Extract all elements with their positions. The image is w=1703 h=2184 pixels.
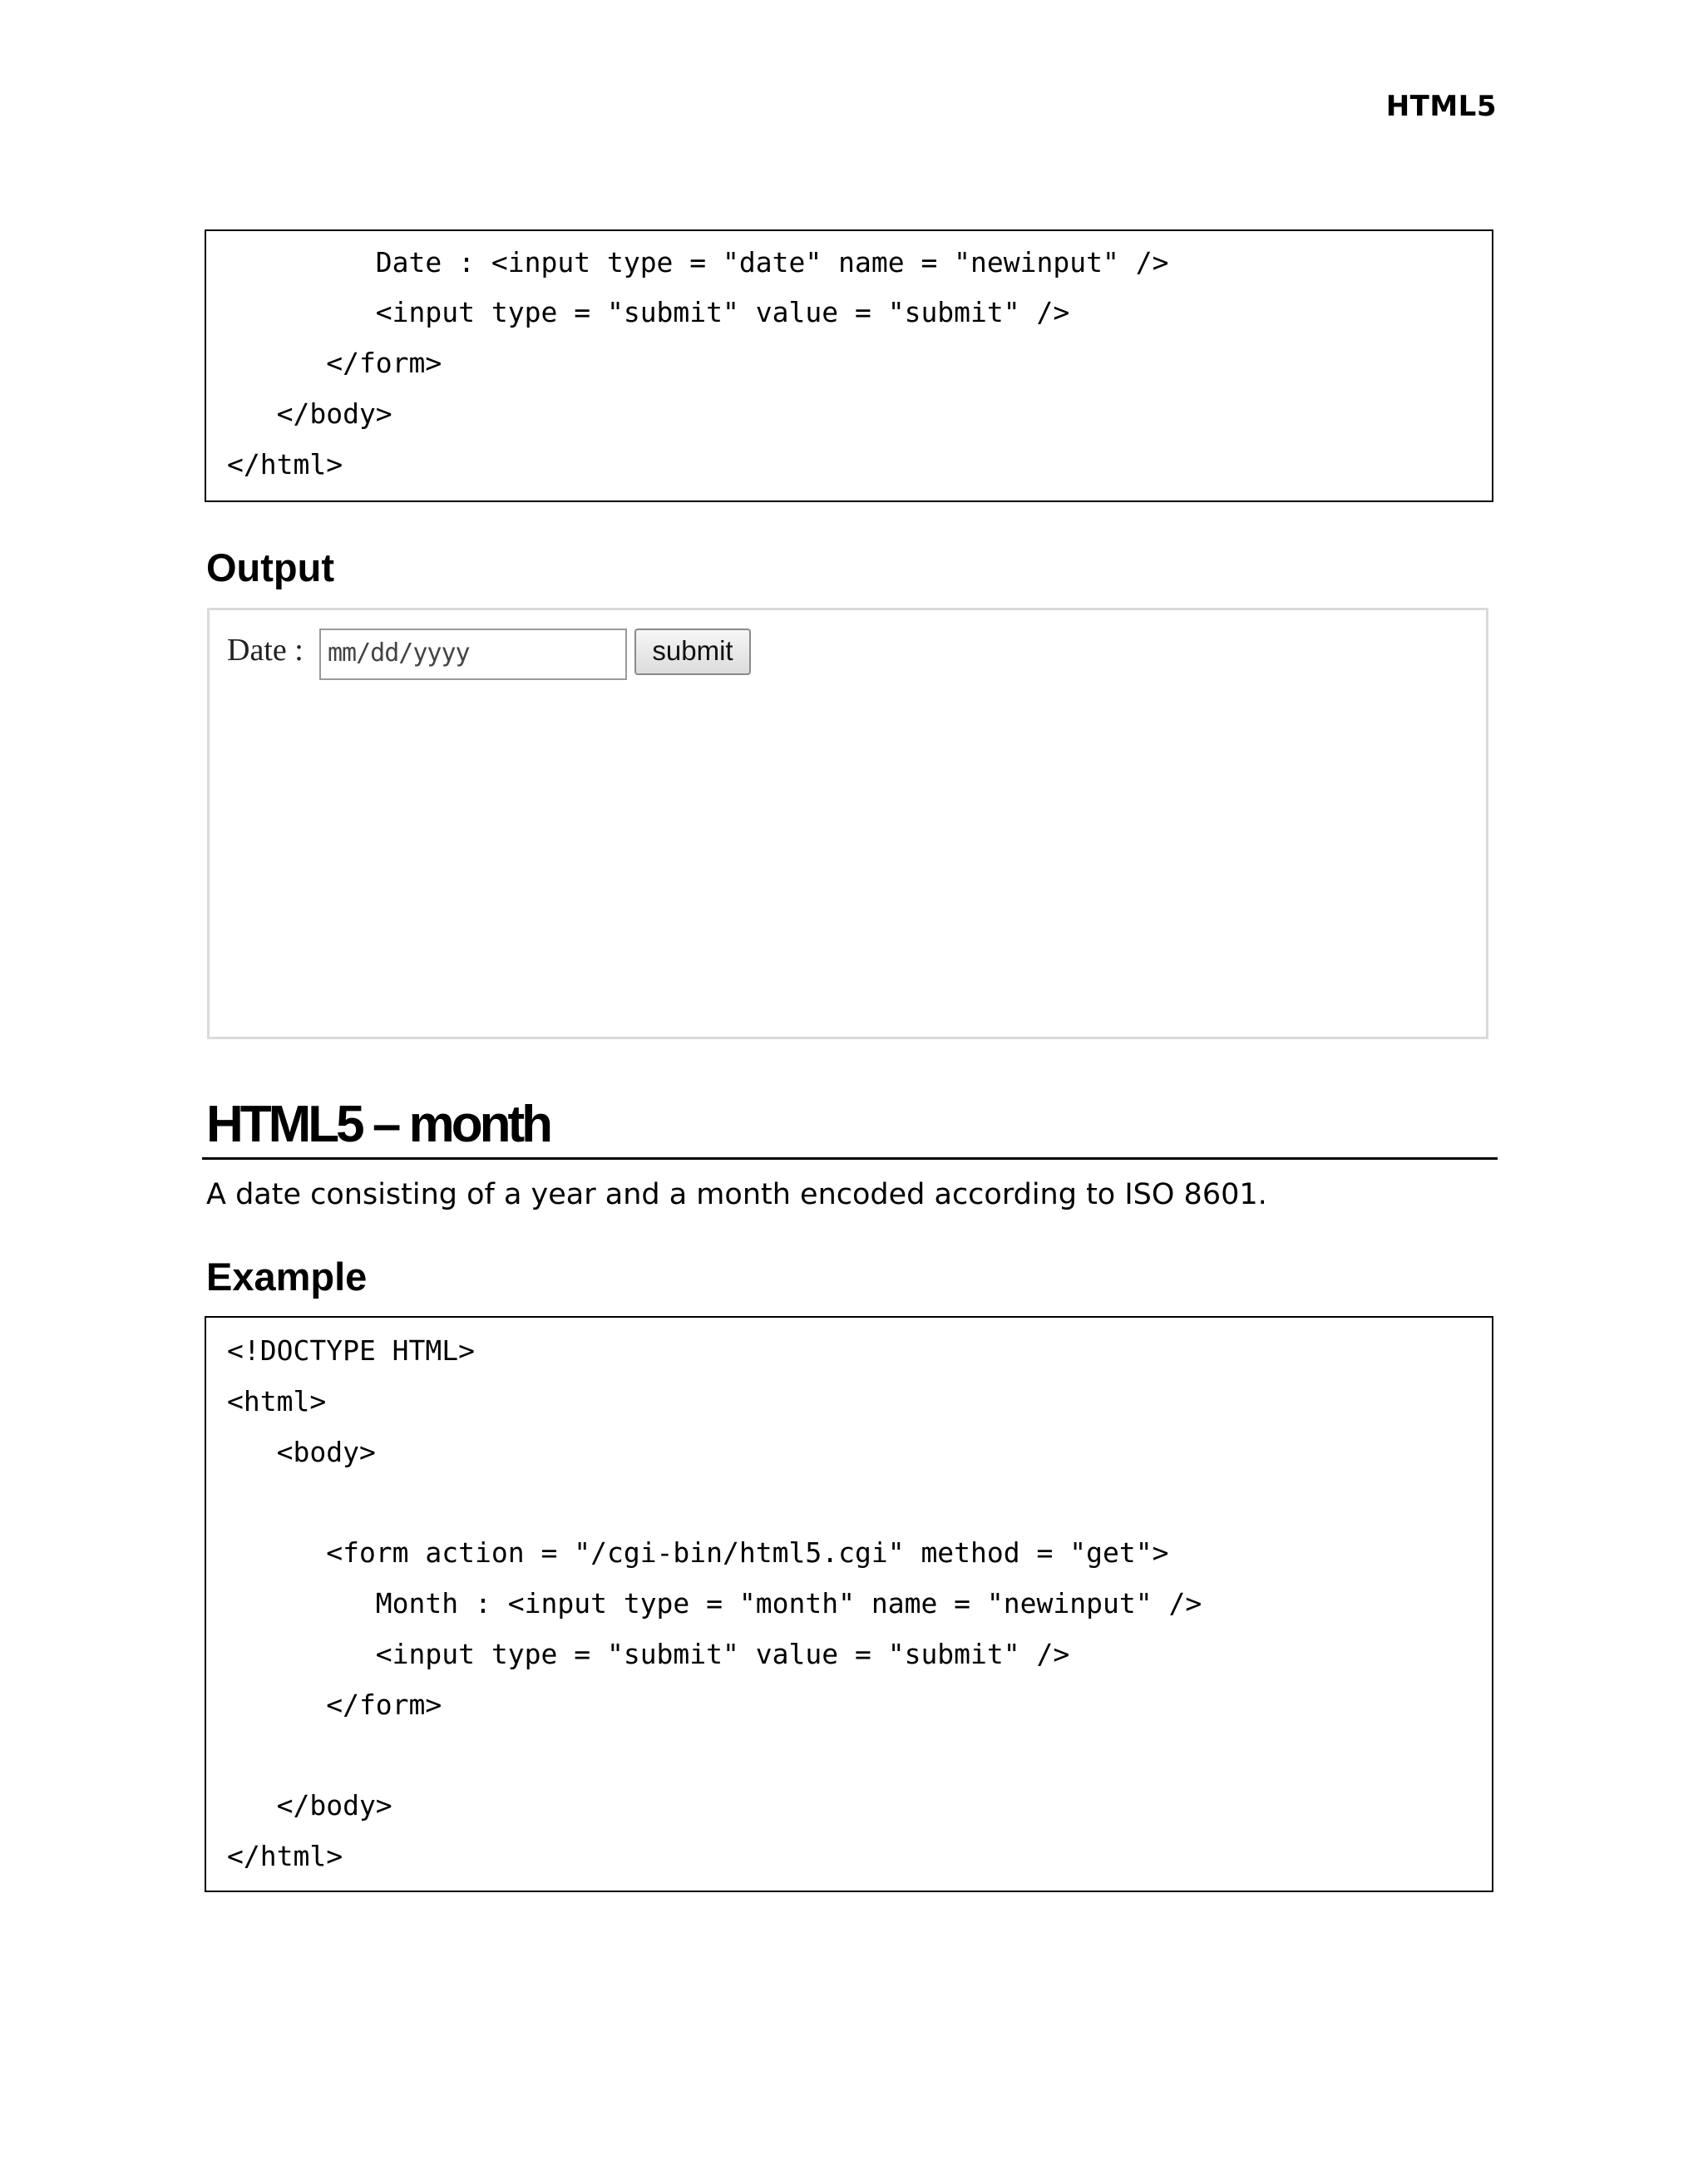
section-description: A date consisting of a year and a month encoded according to ISO 8601. — [206, 1178, 1267, 1211]
code-line: <html> — [227, 1385, 327, 1417]
code-line: Date : <input type = "date" name = "newinput" /> — [227, 246, 1169, 279]
running-header-title: HTML5 — [1385, 90, 1497, 123]
code-line: <body> — [227, 1436, 376, 1468]
code-line: <input type = "submit" value = "submit" /> — [227, 296, 1070, 328]
submit-button[interactable]: submit — [634, 629, 751, 675]
heading-divider — [202, 1157, 1498, 1160]
code-block-example — [205, 1316, 1493, 1892]
code-line: <input type = "submit" value = "submit" /> — [227, 1638, 1070, 1670]
date-input[interactable]: mm/dd/yyyy — [319, 629, 627, 680]
code-line: <!DOCTYPE HTML> — [227, 1334, 476, 1367]
date-label: Date : — [227, 633, 304, 668]
code-line: </html> — [227, 448, 343, 481]
code-line: </body> — [227, 1789, 392, 1822]
code-line: Month : <input type = "month" name = "newinput" /> — [227, 1587, 1202, 1620]
code-line: </body> — [227, 397, 392, 430]
code-line: </form> — [227, 1689, 442, 1721]
output-preview-frame — [207, 608, 1488, 1039]
code-line: </html> — [227, 1840, 343, 1872]
example-heading: Example — [206, 1255, 368, 1299]
code-line: </form> — [227, 347, 442, 379]
output-heading: Output — [206, 545, 334, 589]
section-heading-month: HTML5 – month — [206, 1096, 550, 1153]
code-block-continued — [205, 229, 1493, 502]
code-line: <form action = "/cgi-bin/html5.cgi" method = "get"> — [227, 1536, 1169, 1569]
